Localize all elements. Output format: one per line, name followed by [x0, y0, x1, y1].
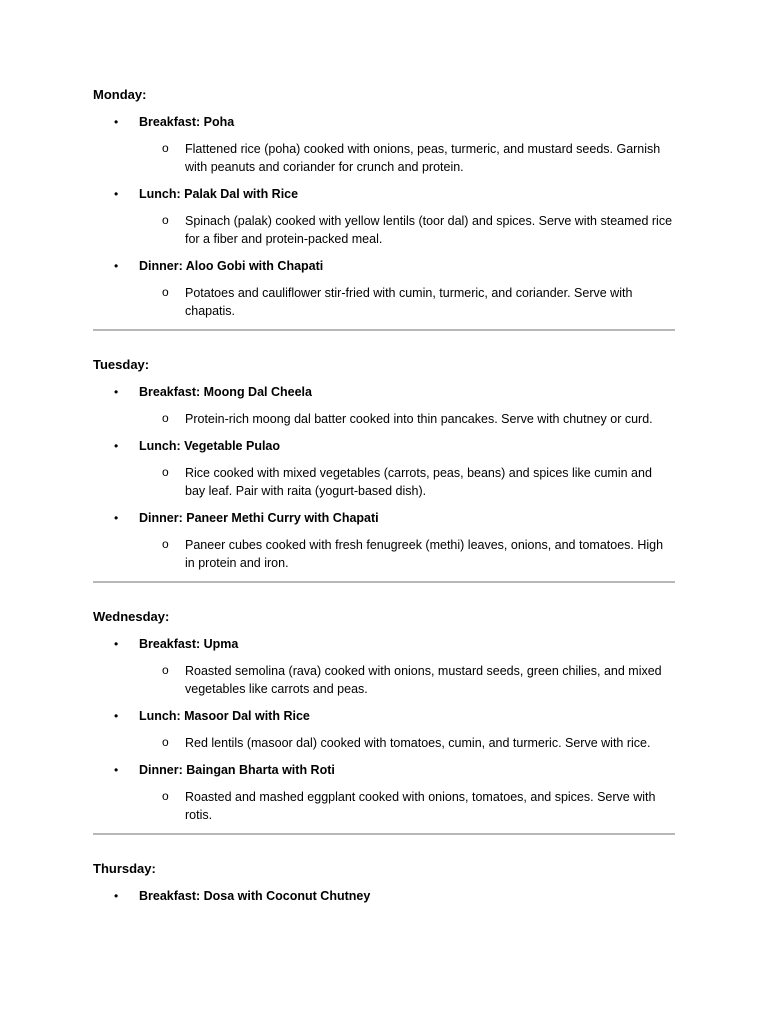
meal-dish: Masoor Dal with Rice: [184, 709, 310, 723]
sub-bullet-icon: o: [162, 285, 169, 299]
sub-bullet-icon: o: [162, 537, 169, 551]
day-section-thursday: [93, 860, 675, 905]
day-section-tuesday: [93, 356, 675, 572]
meal-dish: Paneer Methi Curry with Chapati: [186, 511, 379, 525]
meal-dinner: [93, 509, 675, 572]
meal-heading: [93, 185, 675, 203]
meal-heading: [93, 761, 675, 779]
sub-bullet-icon: o: [162, 663, 169, 677]
meal-breakfast: [93, 113, 675, 176]
meal-lunch: [93, 185, 675, 248]
meal-label: Lunch: [139, 187, 177, 201]
section-divider: [93, 329, 675, 331]
meal-label: Breakfast: [139, 115, 196, 129]
meal-dish: Upma: [203, 637, 239, 651]
meal-description-item: [93, 788, 675, 824]
day-section-wednesday: [93, 608, 675, 824]
meal-dinner: [93, 257, 675, 320]
sub-bullet-icon: o: [162, 213, 169, 227]
meal-label: Dinner: [139, 259, 179, 273]
meal-separator: :: [195, 385, 204, 399]
meal-description: Paneer cubes cooked with fresh fenugreek (methi) leaves, onions, and tomatoes. High in protein and iron.: [185, 538, 664, 570]
meal-description: Roasted semolina (rava) cooked with onions, mustard seeds, green chilies, and mixed vegetables like carrots and peas.: [185, 664, 662, 696]
meal-description-item: [93, 284, 675, 320]
bullet-icon: •: [114, 763, 119, 777]
meal-separator: :: [176, 439, 185, 453]
bullet-icon: •: [114, 385, 119, 399]
meal-description-item: [93, 662, 675, 698]
meal-description-item: [93, 734, 675, 752]
meal-heading: [93, 635, 675, 653]
meal-description: Rice cooked with mixed vegetables (carrots, peas, beans) and spices like cumin and bay leaf. Pair with raita (yogurt-based dish).: [185, 466, 652, 498]
meal-dish: Vegetable Pulao: [184, 439, 281, 453]
day-section-monday: [93, 86, 675, 320]
meal-dish: Dosa with Coconut Chutney: [203, 889, 371, 903]
meal-separator: :: [195, 889, 204, 903]
day-title: Wednesday:: [93, 609, 170, 624]
meal-description-item: [93, 536, 675, 572]
meal-description: Roasted and mashed eggplant cooked with onions, tomatoes, and spices. Serve with rotis.: [185, 790, 656, 822]
meal-breakfast: [93, 887, 675, 905]
meal-lunch: [93, 437, 675, 500]
meal-dish: Baingan Bharta with Roti: [186, 763, 335, 777]
day-title: Thursday:: [93, 861, 156, 876]
meal-breakfast: [93, 635, 675, 698]
meal-description: Flattened rice (poha) cooked with onions, peas, turmeric, and mustard seeds. Garnish with peanuts and coriander for crunch and protein.: [185, 142, 661, 174]
meal-description-item: [93, 464, 675, 500]
bullet-icon: •: [114, 637, 119, 651]
meal-heading: [93, 437, 675, 455]
meal-dinner: [93, 761, 675, 824]
meal-heading: [93, 113, 675, 131]
day-title: Monday:: [93, 87, 147, 102]
bullet-icon: •: [114, 187, 119, 201]
meal-dish: Moong Dal Cheela: [203, 385, 312, 399]
sub-bullet-icon: o: [162, 141, 169, 155]
bullet-icon: •: [114, 709, 119, 723]
meal-separator: :: [178, 511, 187, 525]
meal-description: Protein-rich moong dal batter cooked into thin pancakes. Serve with chutney or curd.: [185, 412, 653, 426]
meal-heading: [93, 383, 675, 401]
meal-description-item: [93, 140, 675, 176]
bullet-icon: •: [114, 115, 119, 129]
meal-label: Breakfast: [139, 889, 196, 903]
section-divider: [93, 581, 675, 583]
meal-label: Dinner: [139, 763, 179, 777]
meal-dish: Palak Dal with Rice: [184, 187, 299, 201]
meal-description: Red lentils (masoor dal) cooked with tomatoes, cumin, and turmeric. Serve with rice.: [185, 736, 651, 750]
meal-description: Spinach (palak) cooked with yellow lentils (toor dal) and spices. Serve with steamed rice for a fiber and protein-packed meal.: [185, 214, 673, 246]
sub-bullet-icon: o: [162, 465, 169, 479]
meal-separator: :: [176, 709, 185, 723]
sub-bullet-icon: o: [162, 735, 169, 749]
meal-separator: :: [178, 259, 186, 273]
meal-label: Dinner: [139, 511, 179, 525]
meal-dish: Poha: [203, 115, 235, 129]
meal-label: Breakfast: [139, 637, 196, 651]
meal-dish: Aloo Gobi with Chapati: [185, 259, 324, 273]
bullet-icon: •: [114, 259, 119, 273]
bullet-icon: •: [114, 889, 119, 903]
meal-plan-document: [93, 86, 675, 914]
meal-separator: :: [178, 763, 187, 777]
meal-label: Lunch: [139, 439, 177, 453]
meal-heading: [93, 509, 675, 527]
meal-separator: :: [195, 115, 204, 129]
meal-heading: [93, 707, 675, 725]
bullet-icon: •: [114, 511, 119, 525]
meal-label: Breakfast: [139, 385, 196, 399]
meal-label: Lunch: [139, 709, 177, 723]
sub-bullet-icon: o: [162, 411, 169, 425]
meal-breakfast: [93, 383, 675, 428]
day-title: Tuesday:: [93, 357, 150, 372]
meal-heading: [93, 887, 675, 905]
meal-heading: [93, 257, 675, 275]
meal-description-item: [93, 410, 675, 428]
section-divider: [93, 833, 675, 835]
bullet-icon: •: [114, 439, 119, 453]
meal-lunch: [93, 707, 675, 752]
meal-separator: :: [176, 187, 185, 201]
sub-bullet-icon: o: [162, 789, 169, 803]
meal-description-item: [93, 212, 675, 248]
meal-separator: :: [195, 637, 204, 651]
meal-description: Potatoes and cauliflower stir-fried with cumin, turmeric, and coriander. Serve with chapatis.: [185, 286, 633, 318]
